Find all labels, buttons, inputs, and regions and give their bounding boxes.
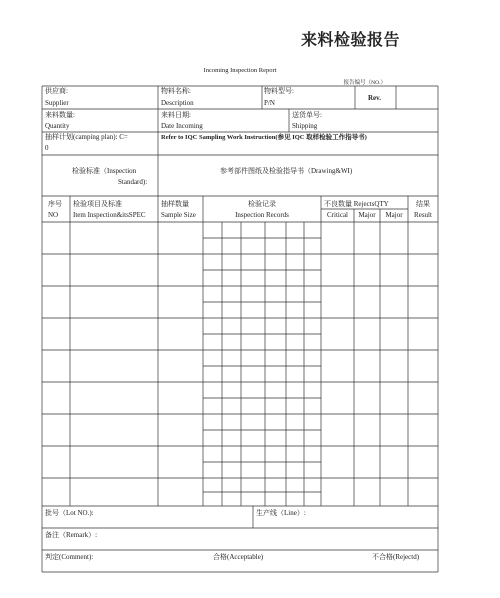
material-name-label-en: Description (161, 99, 194, 107)
quantity-label-cn: 来料数量: (45, 111, 75, 119)
supplier-label-cn: 供应商: (45, 87, 68, 95)
header-no-en: NO (48, 211, 59, 219)
rejected-label: 不合格(Rejectd) (372, 553, 420, 561)
date-label-en: Date Incoming (161, 122, 203, 130)
acceptable-label: 合格(Acceptable) (213, 553, 264, 561)
header-minor: Major (385, 211, 403, 219)
header-item-cn: 检验项目及标准 (73, 200, 122, 208)
lot-no-label: 批号（Lot NO.): (45, 509, 94, 517)
comment-label: 判定(Comment): (45, 553, 94, 561)
date-label-cn: 来料日期: (161, 111, 191, 119)
header-major: Major (358, 211, 376, 219)
report-subtitle: Incoming Inspection Report (203, 67, 277, 74)
rev-label: Rev. (368, 94, 382, 102)
shipping-label-en: Shipping (292, 122, 318, 130)
header-result-en: Result (414, 211, 432, 219)
header-no-cn: 序号 (48, 200, 62, 208)
line-label: 生产线（Line）: (256, 509, 306, 517)
material-name-label-cn: 物料名称: (161, 87, 191, 95)
sampling-plan-label: 抽样计划(camping plan): C= (45, 133, 128, 141)
material-model-label-en: P/N (264, 99, 275, 107)
header-records-cn: 检验记录 (248, 200, 276, 208)
quantity-label-en: Quantity (45, 122, 70, 130)
header-defects-cn: 不良数量 RejectsQTY (324, 200, 389, 208)
report-number-label: 报告编号（NO.） (343, 80, 386, 86)
header-records-en: Inspection Records (235, 211, 289, 219)
header-result-cn: 结果 (416, 200, 430, 208)
header-item-en: Item Inspection&itsSPEC (73, 211, 146, 219)
remark-label: 备注（Remark）: (45, 531, 98, 539)
sampling-plan-value: 0 (45, 144, 49, 152)
standard-label-line2: Standard): (118, 178, 148, 186)
header-sample-en: Sample Size (161, 211, 196, 219)
material-model-label-cn: 物料型号: (264, 87, 294, 95)
shipping-label-cn: 送货单号: (292, 111, 322, 119)
supplier-label-en: Supplier (45, 99, 69, 107)
standard-reference: 参考部件图纸及检验指导书（Drawing&WI) (220, 167, 353, 175)
report-title: 来料检验报告 (300, 30, 400, 49)
standard-label-line1: 检验标准（Inspection (72, 167, 137, 175)
header-sample-cn: 抽样数量 (161, 200, 189, 208)
sampling-reference: Refer to IQC Sampling Work Instruction(参见 IQC 取样检验工作指导书) (161, 134, 367, 141)
header-critical: Critical (327, 211, 348, 219)
